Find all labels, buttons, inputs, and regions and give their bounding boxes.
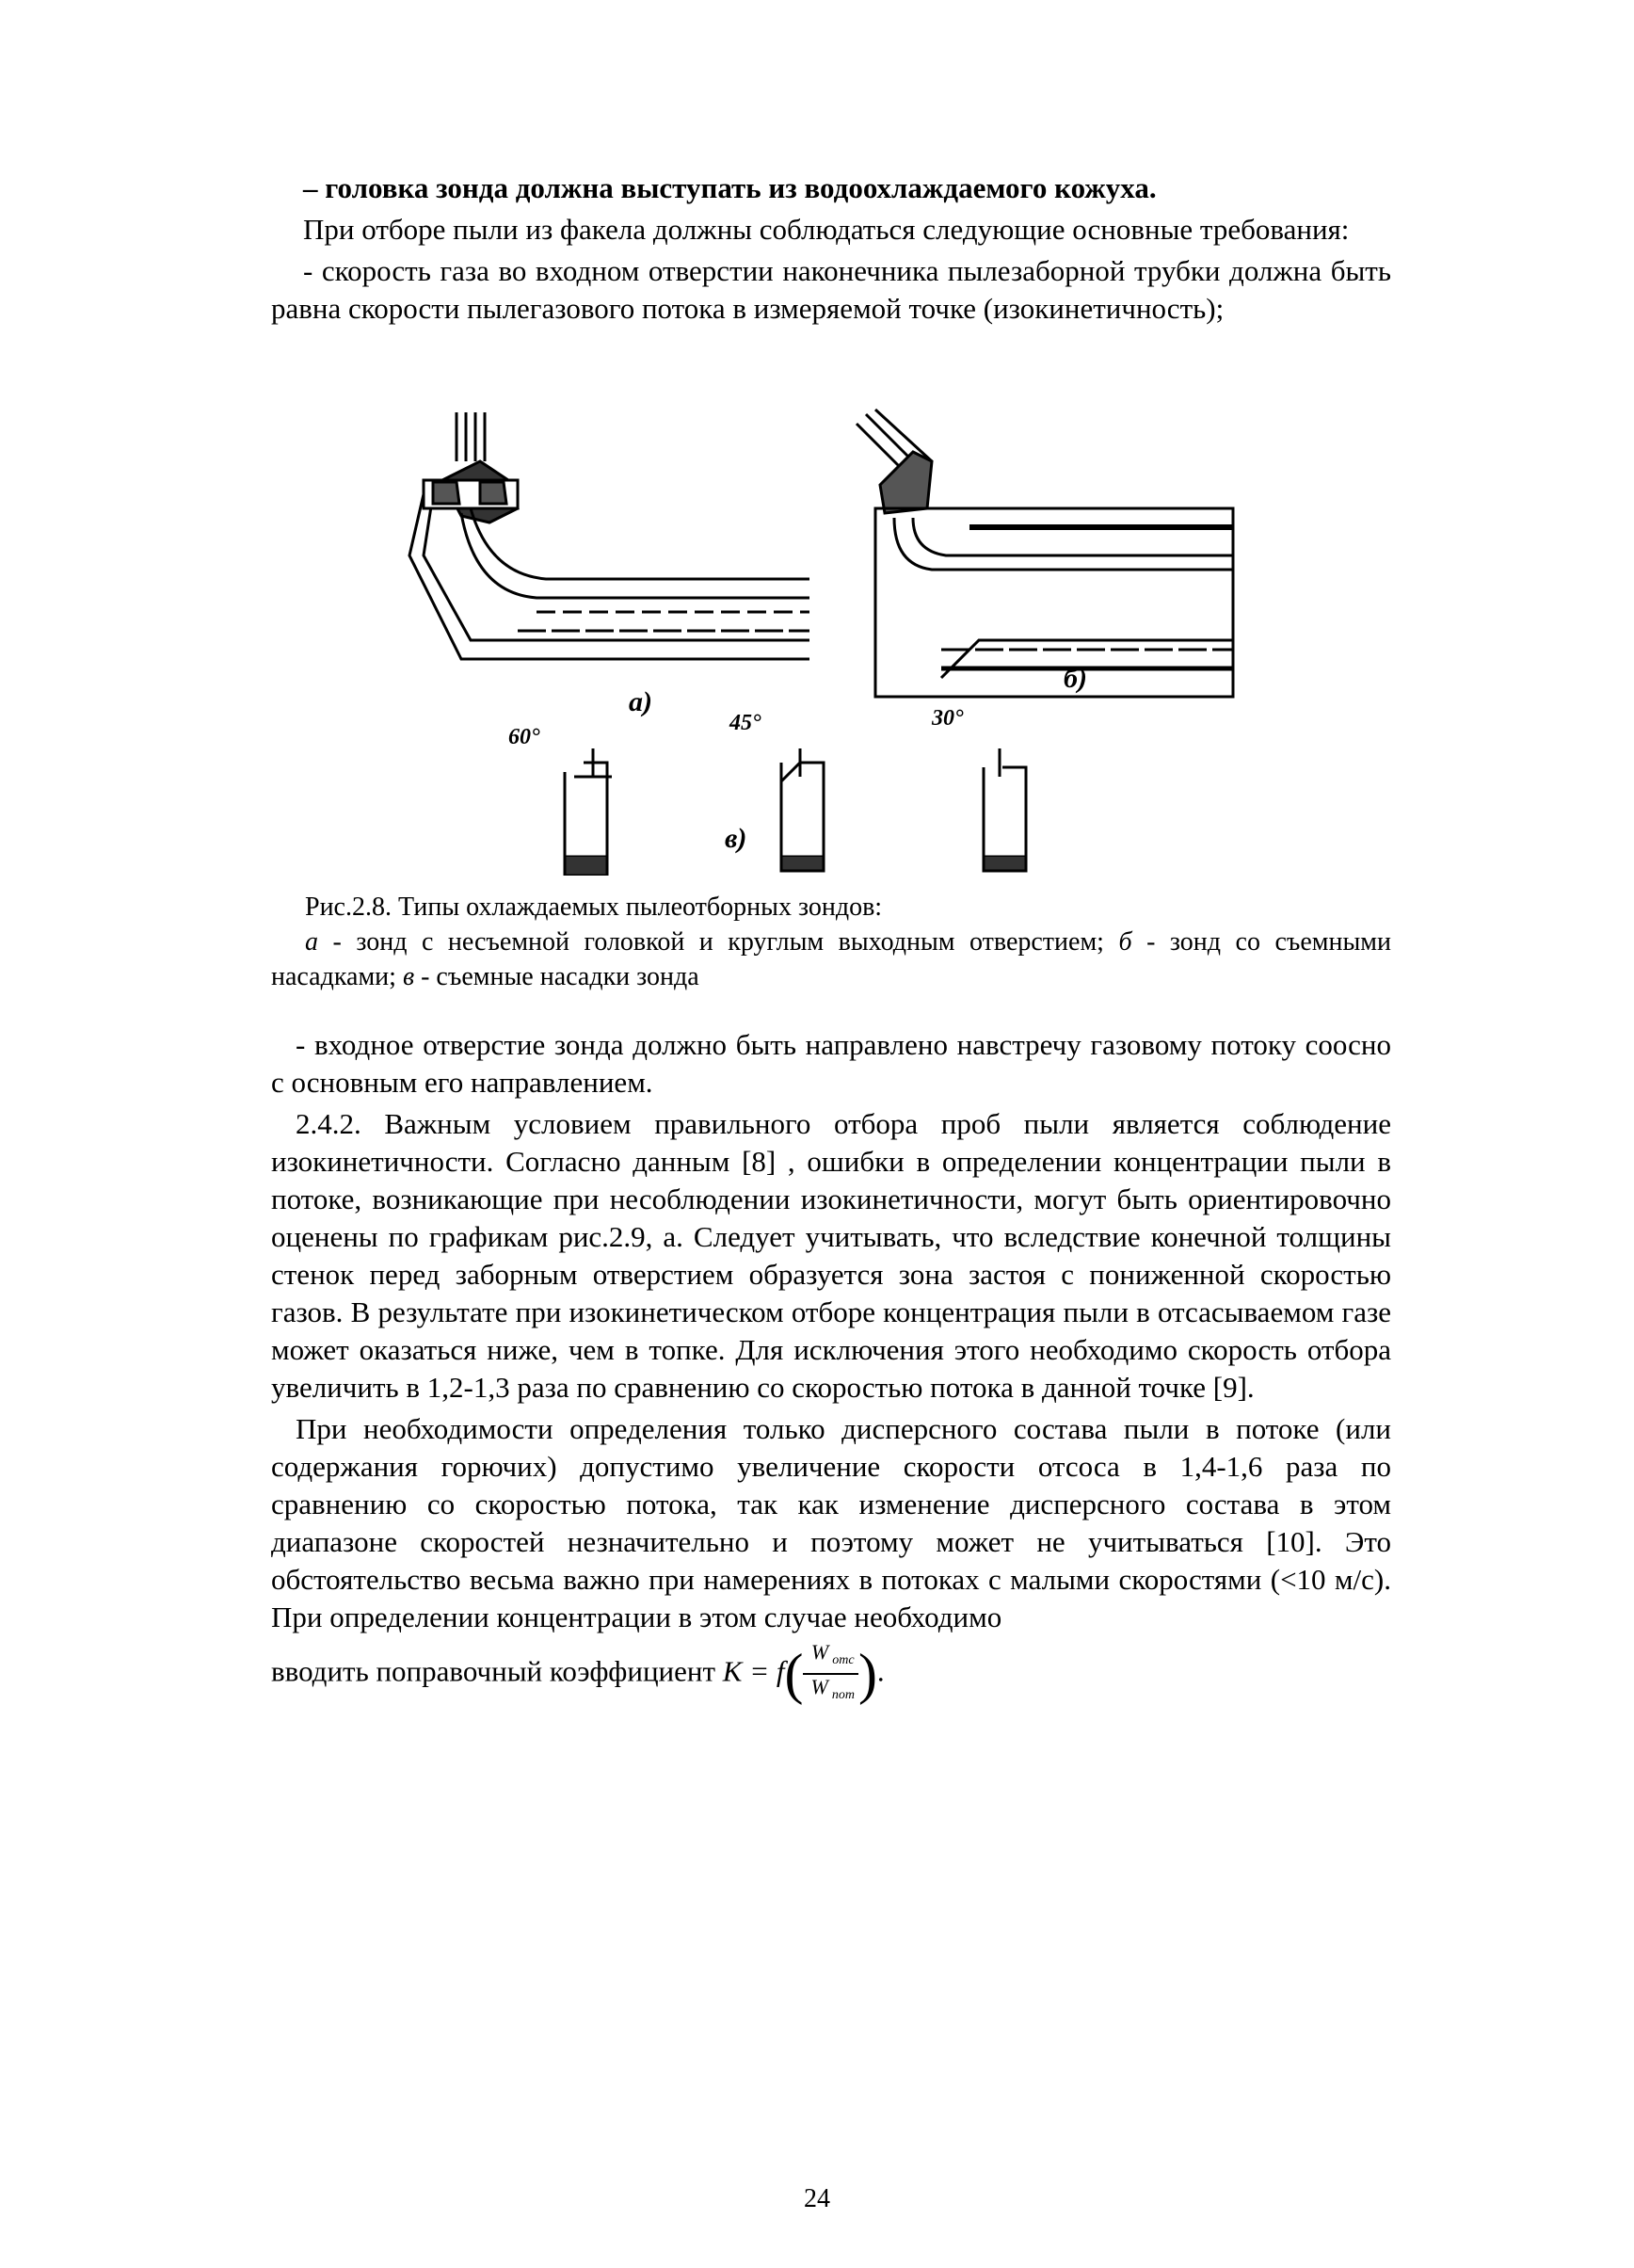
- caption-letter-v: в: [402, 962, 415, 991]
- probe-a-drawing: [409, 412, 809, 659]
- formula-den-sub: пот: [831, 1688, 855, 1703]
- probe-figure: [405, 405, 1271, 876]
- angle-label-3: 30°: [932, 706, 964, 731]
- caption-text-b: - зонд со съемными насадками;: [271, 927, 1392, 991]
- caption-text-v: - съемные насадки зонда: [414, 962, 699, 991]
- caption-letter-b: б: [1118, 927, 1132, 957]
- paragraph-3: - скорость газа во входном отверстии наконечника пылезаборной трубки должна быть равна скорости пылегазового потока в измеряемой точке (изокинетичность);: [271, 254, 1391, 325]
- correction-formula: K = f( $\frac{W _{отс}}{W _{пот}}$ ): [722, 1640, 877, 1706]
- formula-num-sub: отс: [832, 1653, 855, 1668]
- paragraph-1: – головка зонда должна выступать из водоохлаждаемого кожуха.: [303, 171, 1157, 204]
- caption-title: Рис.2.8. Типы охлаждаемых пылеотборных зондов:: [305, 893, 883, 922]
- formula-lhs: K = f: [722, 1654, 785, 1688]
- formula-num: W: [810, 1640, 829, 1664]
- paragraph-7-end: .: [876, 1654, 885, 1688]
- angle-label-2: 45°: [729, 711, 761, 735]
- caption-body: [271, 925, 1391, 994]
- text-block-top: [271, 169, 1391, 328]
- figure-label-v: в): [725, 823, 747, 854]
- figure-label-b: б): [1064, 663, 1087, 694]
- probe-tips-drawing: [565, 748, 1026, 876]
- page-number: 24: [804, 2184, 830, 2213]
- figure-caption: [271, 890, 1391, 994]
- probe-b-drawing: [857, 410, 1233, 697]
- paragraph-7: [271, 1640, 1391, 1708]
- paragraph-2: При отборе пыли из факела должны соблюдаться следующие основные требования:: [303, 213, 1350, 246]
- figure-label-a: а): [629, 686, 652, 717]
- paragraph-4: - входное отверстие зонда должно быть направлено навстречу газовому потоку соосно с основным его направлением.: [271, 1028, 1391, 1099]
- text-block-bottom: [271, 1026, 1391, 1708]
- caption-text-a: - зонд с несъемной головкой и круглым выходным отверстием;: [318, 927, 1119, 957]
- paragraph-6: При необходимости определения только дисперсного состава пыли в потоке (или содержания горючих) допустимо увеличение скорости отсоса в 1,4-1,6 раза по сравнению со скоростью потока, так как изменение дисперсного состава в этом диапазоне скоростей незначительно и поэтому может не учитываться [10]. Это обстоятельство весьма важно при намерениях в потоках с малыми скоростями (<10 м/с). При определении концентрации в этом случае необходимо: [271, 1412, 1391, 1633]
- formula-den: W: [810, 1675, 828, 1699]
- angle-label-1: 60°: [508, 725, 540, 749]
- caption-letter-a: а: [305, 927, 318, 957]
- paragraph-5: 2.4.2. Важным условием правильного отбора проб пыли является соблюдение изокинетичности. Согласно данным [8] , ошибки в определении концентрации пыли в потоке, возникающие при несоблюдении изокинетичности, могут быть ориентировочно оценены по графикам рис.2.9, а. Следует учитывать, что вследствие конечной толщины стенок перед заборным отверстием образуется зона застоя с пониженной скоростью газов. В результате при изокинетическом отборе концентрация пыли в отсасываемом газе может оказаться ниже, чем в топке. Для исключения этого необходимо скорость отбора увеличить в 1,2-1,3 раза по сравнению со скоростью потока в данной точке [9].: [271, 1107, 1391, 1404]
- paragraph-7-text: вводить поправочный коэффициент: [271, 1654, 716, 1688]
